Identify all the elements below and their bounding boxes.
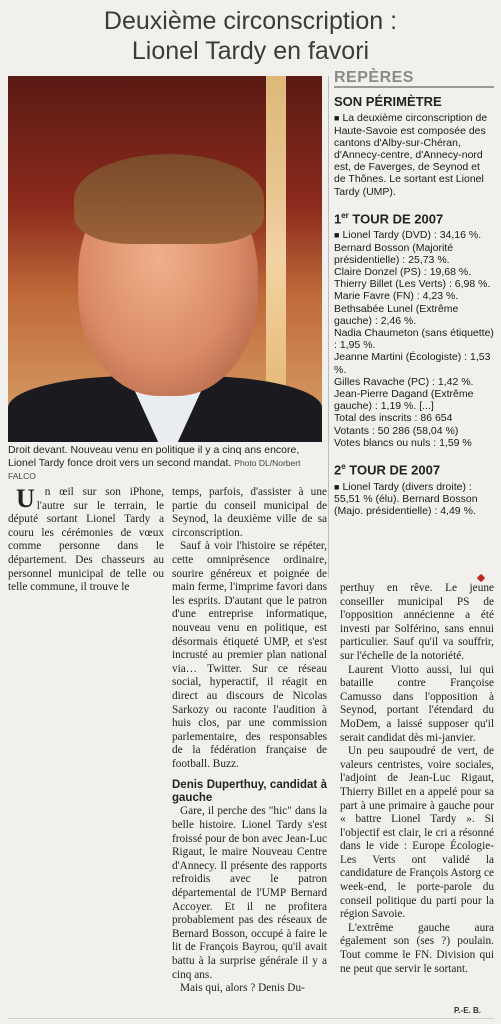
tour1-result-line: Bernard Bosson (Majorité présidentielle) : 25,73 %. <box>334 241 454 266</box>
tour1-result-line: Nadia Chaumeton (sans étiquette) : 1,95 %. <box>334 326 494 352</box>
perimetre-heading: SON PÉRIMÈTRE <box>334 94 442 110</box>
tour1-result-line: Marie Favre (FN) : 4,23 %. <box>334 290 459 303</box>
tour1-heading: 1er TOUR DE 2007 <box>334 210 444 227</box>
tour1-result-line: Votes blancs ou nuls : 1,59 % <box>334 436 472 449</box>
tour1-result-line: Total des inscrits : 86 654 <box>334 412 453 425</box>
tour1-result-line: Bethsabée Lunel (Extrême gauche) : 2,46 %. <box>334 302 459 327</box>
column-divider <box>328 76 329 578</box>
article-lead-paragraph: Un œil sur son iPhone, l'autre sur le terrain, le député sortant Lionel Tardy a couru les cérémonies de vœux comme personne dans le département. Des chasseurs au personnel municipal de telle ou telle commune, il trouve le <box>8 484 164 594</box>
article-column-3 <box>340 582 494 976</box>
article-paragraph: Un peu saupoudré de vert, de valeurs centristes, voire sociales, l'adjoint de Jean-Luc Rigaut, Thierry Billet en a appelé pour sa part à une primaire à gauche pour « battre Lionel Tardy ». Si l'objectif est clair, le cri a résonné dans le vide : Europe Écologie-Les Verts ont validé la candidature de François Astorg ce week-end, le porte-parole du conseil politique du parti pour la région Savoie. <box>340 745 494 921</box>
reperes-sidebar <box>334 69 494 517</box>
bottom-rule <box>8 1018 494 1019</box>
red-end-marker-icon <box>477 574 485 582</box>
headline-line-1: Deuxième circonscription : <box>103 7 398 35</box>
article-paragraph: L'extrême gauche aura également son (ses ?) poulain. Tout comme le FN. Division qui ne peut que servir le sortant. <box>340 921 494 975</box>
article-paragraph: temps, parfois, d'assister à une partie du conseil municipal de Seynod, la deuxième ville de sa circonscription. <box>172 486 327 539</box>
author-signature: P.-E. B. <box>454 1006 481 1015</box>
article-column-1 <box>8 486 164 595</box>
article-paragraph: Laurent Viotto aussi, lui qui bataille contre Françoise Camusso dans l'opposition à Seynod, portant l'étendard du MoDem, a laissé supposer qu'il serait candidat dès mi-janvier. <box>340 663 494 744</box>
article-column-2 <box>172 486 327 996</box>
photo-caption <box>8 444 324 483</box>
tour1-result-line: Jean-Pierre Dagand (Extrême gauche) : 1,19 %. [...] <box>334 388 474 413</box>
tour1-result-line: Claire Donzel (PS) : 19,68 %. <box>334 265 472 278</box>
article-paragraph: Mais qui, alors ? Denis Du- <box>180 982 305 995</box>
article-paragraph: Gare, il perche des "hic" dans la belle histoire. Lionel Tardy s'est froissé pour de bon avec Jean-Luc Rigaut, le maire Nouveau Centre d'Annecy. Il présente des rapports refroidis avec le patron départemental de l'UMP Bernard Accoyer. Et il ne profitera probablement pas des réseaux de Bernard Bosson, occupé à faire le lit de François Bayrou, qu'il avait battu à la surprise générale il y a cinq ans. <box>172 805 327 981</box>
tour1-result-line: Gilles Ravache (PC) : 1,42 %. <box>334 375 474 388</box>
article-subheading: Denis Duperthuy, candidat à gauche <box>172 779 327 805</box>
tour1-result-line: Jeanne Martini (Écologiste) : 1,53 %. <box>334 351 491 376</box>
perimetre-text: ■ La deuxième circonscription de Haute-Savoie est composée des cantons d'Alby-sur-Chéran, d'Annecy-centre, d'Annecy-nord est, de Faverges, de Seynod et de Thônes. Le sortant est Lionel Tardy (UMP). <box>334 112 494 197</box>
tour1-result-line: Thierry Billet (Les Verts) : 6,98 %. <box>334 278 491 291</box>
tour2-heading: 2e TOUR DE 2007 <box>334 462 441 478</box>
portrait-photo <box>8 76 322 442</box>
tour2-results: ■ Lionel Tardy (divers droite) : 55,51 % (élu). Bernard Bosson (Majo. présidentielle) : 4,49 %. <box>334 481 494 518</box>
tour1-result-line: ■ Lionel Tardy (DVD) : 34,16 %. <box>334 229 494 241</box>
sidebar-title: REPÈRES <box>334 72 494 88</box>
article-headline <box>0 6 501 66</box>
tour1-results <box>334 229 494 449</box>
article-paragraph: Sauf à voir l'histoire se répéter, cette omniprésence ordinaire, sourire généreux et poignée de main ferme, l'imprime favori dans les esprits. D'autant que le patron d'une entreprise informatique, nouveau venu en politique, est désormais étiqueté UMP, et s'est incrusté au premier plan national via… Twitter. Sur ce réseau social, hyperactif, il réagit en direct au discours de Nicolas Sarkozy ou raconte l'audition à huis clos, par une commission parlementaire, des responsables de la fédération française de football. Buzz. <box>172 540 327 770</box>
headline-line-2: Lionel Tardy en favori <box>131 37 370 65</box>
article-paragraph: perthuy en rêve. Le jeune conseiller municipal PS de l'opposition annécienne a été investi par Solférino, sans ennui particulier. Sauf qu'il va souffrir, sur l'échelle de la notoriété. <box>340 582 494 662</box>
photo-hair <box>74 154 264 244</box>
caption-text: Droit devant. Nouveau venu en politique il y a cinq ans encore, Lionel Tardy fonce droit vers un second mandat. <box>8 444 300 469</box>
tour1-result-line: Votants : 50 286 (58,04 %) <box>334 424 459 437</box>
photo-credit: Photo DL/Norbert FALCO <box>8 458 301 481</box>
